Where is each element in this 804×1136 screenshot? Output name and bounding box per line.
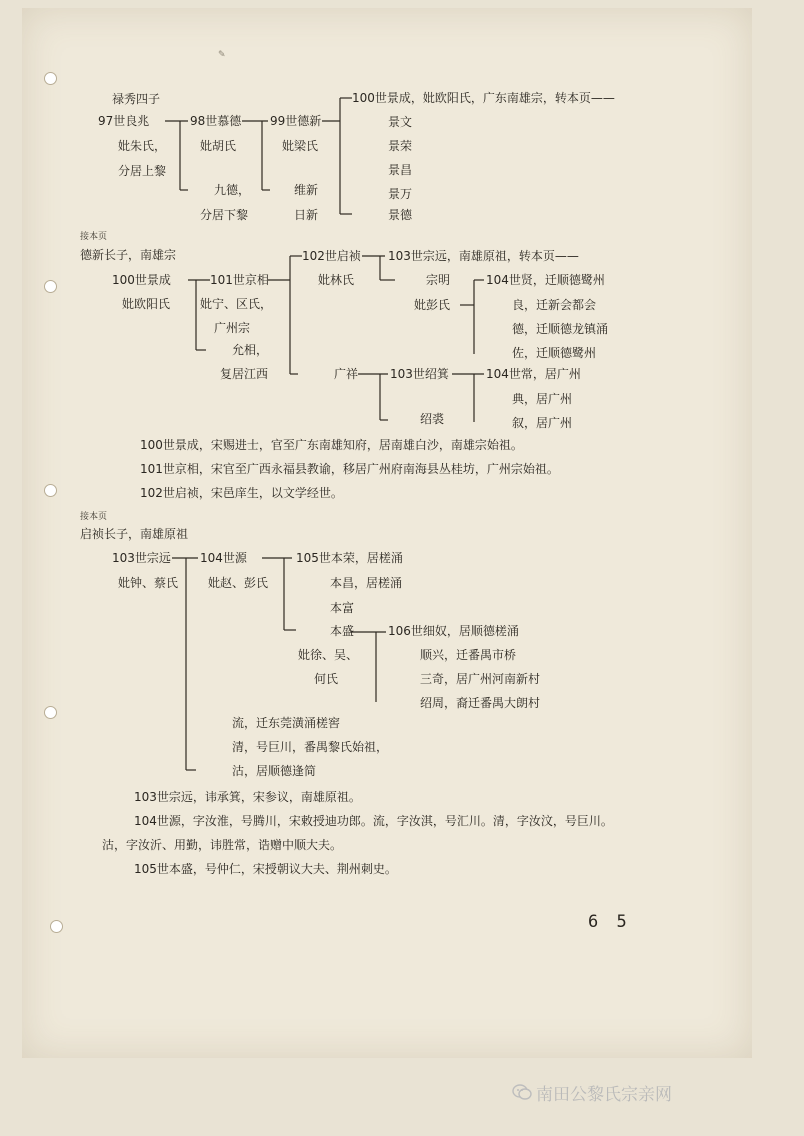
section3-header: 启祯长子，南雄原祖 (80, 527, 189, 541)
g98-sibling: 九德， (214, 183, 251, 197)
section2-note: 100世景成，宋赐进士，官至广东南雄知府，居南雄白沙，南雄宗始祖。 (140, 438, 523, 452)
g104-sibling: 流，迁东莞潢涌槎窖 (232, 716, 341, 730)
section3-note: 104世源，字汝淮，号腾川，宋敕授迪功郎。流，字汝淇，号汇川。清，字汝汶，号巨川。 (134, 814, 613, 828)
g97-name: 97世良兆 (98, 114, 150, 128)
section3-note: 103世宗远，讳承箕，宋参议，南雄原祖。 (134, 790, 361, 804)
g100-wife: 妣欧阳氏 (122, 297, 171, 311)
section3-note: 沽，字汝沂、用勤，讳胜常，诰赠中顺大夫。 (102, 838, 343, 852)
g102-name: 102世启祯 (302, 249, 361, 263)
g97-wife: 妣朱氏， (118, 139, 167, 153)
section3-note: 105世本盛，号仲仁，宋授朝议大夫、荆州刺史。 (134, 862, 397, 876)
g102-sibling: 广祥 (334, 367, 359, 381)
g106-item: 三奇，居广州河南新村 (420, 672, 541, 686)
section2-note: 102世启祯，宋邑庠生，以文学经世。 (140, 486, 343, 500)
g99-sibling-2: 日新 (294, 208, 319, 222)
g99-name: 99世德新 (270, 114, 322, 128)
g98-wife: 妣胡氏 (200, 139, 237, 153)
g105-item: 本昌，居槎涌 (330, 576, 403, 590)
g101-wife: 妣宁、区氏， (200, 297, 273, 311)
g101-name: 101世京相 (210, 273, 269, 287)
g104a-item: 德，迁顺德龙镇涌 (512, 322, 609, 336)
g106-item: 绍周，裔迁番禺大朗村 (420, 696, 541, 710)
g103-wife: 妣钟、蔡氏 (118, 576, 179, 590)
watermark-text: 南田公黎氏宗亲网 (536, 1085, 672, 1105)
g98-sibling-note: 分居下黎 (200, 208, 249, 222)
g100-name: 100世景成 (112, 273, 171, 287)
g103-name: 103世宗远 (112, 551, 171, 565)
g103b-sibling: 绍裘 (420, 412, 445, 426)
g99-wife: 妣梁氏 (282, 139, 319, 153)
wechat-icon (512, 1082, 532, 1102)
g104b-item: 叙，居广州 (512, 416, 573, 430)
g100-sibling: 景荣 (388, 139, 413, 153)
g103a-sibling: 宗明 (426, 273, 451, 287)
g104-sibling: 沽，居顺德逢简 (232, 764, 317, 778)
g104b-item: 104世常，居广州 (486, 367, 581, 381)
g100-sibling: 景昌 (388, 163, 413, 177)
g104a-item: 佐，迁顺德鹭州 (512, 346, 597, 360)
g104b-item: 典，居广州 (512, 392, 573, 406)
g106-item: 106世细奴，居顺德槎涌 (388, 624, 519, 638)
g103a-line: 103世宗远，南雄原祖，转本页—— (388, 249, 579, 263)
g97-note: 分居上黎 (118, 164, 167, 178)
section2-header: 德新长子，南雄宗 (80, 248, 177, 262)
g102-wife: 妣林氏 (318, 273, 355, 287)
g104-wife: 妣赵、彭氏 (208, 576, 269, 590)
g98-name: 98世慕德 (190, 114, 242, 128)
g101-sibling: 允相， (232, 343, 269, 357)
g104a-item: 104世贤，迁顺德鹭州 (486, 273, 605, 287)
g101-clan: 广州宗 (214, 321, 251, 335)
section2-tag: 接本页 (80, 232, 108, 242)
g104-name: 104世源 (200, 551, 247, 565)
g101-sibling-note: 复居江西 (220, 367, 269, 381)
g104-sibling: 清，号巨川，番禺黎氏始祖， (232, 740, 389, 754)
section2-note: 101世京相，宋官至广西永福县教谕，移居广州府南海县丛桂坊，广州宗始祖。 (140, 462, 559, 476)
g100-sibling: 景德 (388, 208, 413, 222)
g105-item: 本富 (330, 601, 355, 615)
g100-sibling: 景文 (388, 115, 413, 129)
g104a-item: 良，迁新会都会 (512, 298, 597, 312)
g105-wife: 何氏 (314, 672, 339, 686)
g100-sibling: 景万 (388, 187, 413, 201)
section3-tag: 接本页 (80, 512, 108, 522)
g105-item: 105世本荣，居槎涌 (296, 551, 403, 565)
g100-line: 100世景成，妣欧阳氏，广东南雄宗，转本页—— (352, 91, 615, 105)
page-number: 6 5 (588, 912, 631, 932)
g105-item: 本盛 (330, 624, 355, 638)
g99-sibling-1: 维新 (294, 183, 319, 197)
g106-item: 顺兴，迁番禺市桥 (420, 648, 517, 662)
g105-wife: 妣徐、吴、 (298, 648, 359, 662)
g103b-name: 103世绍箕 (390, 367, 449, 381)
g103a-wife: 妣彭氏 (414, 298, 451, 312)
faint-handwriting: ✎ (218, 50, 226, 60)
section1-header: 禄秀四子 (112, 92, 161, 106)
